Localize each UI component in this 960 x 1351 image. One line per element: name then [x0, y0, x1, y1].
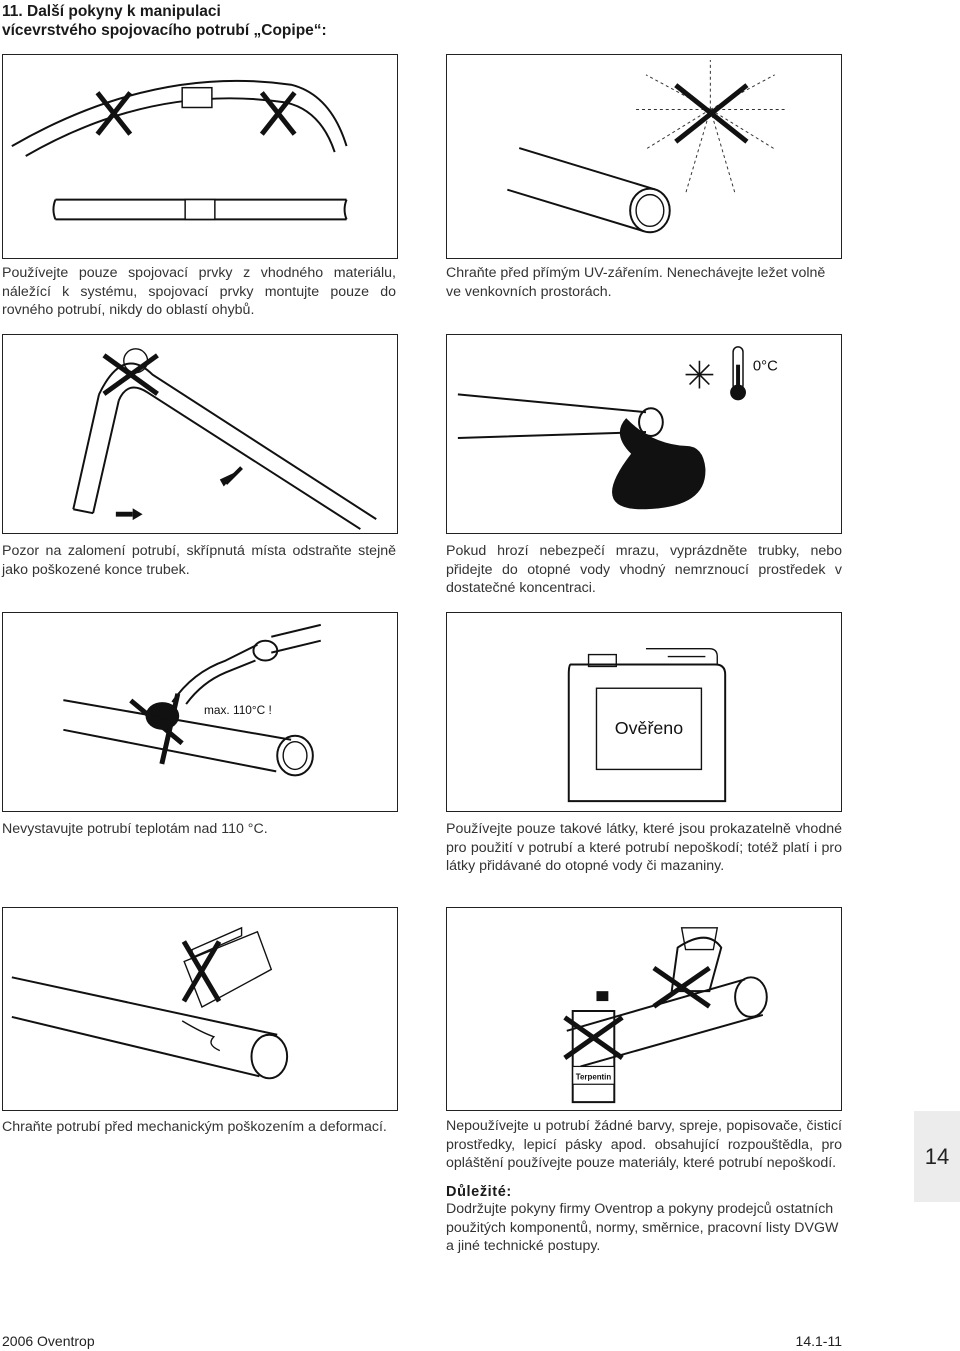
section-heading	[2, 2, 327, 40]
frost-drawing	[447, 335, 841, 533]
can-label: Terpentin	[575, 1072, 612, 1082]
important-text: Dodržujte pokyny firmy Oventrop a pokyny prodejců ostatních použitých komponentů, normy, směrnice, pracovní listy DVGW a jiné technické postupy.	[446, 1201, 839, 1254]
frost-caption: Pokud hrozí nebezpečí mrazu, vyprázdněte trubky, nebo přidejte do otopné vody vhodný nemrznoucí prostředek v dostatečné koncentraci.	[446, 543, 842, 596]
canister-label: Ověřeno	[614, 717, 684, 738]
chemicals-illustration	[446, 907, 842, 1111]
canister-caption: Používejte pouze takové látky, které jsou prokazatelně vhodné pro použití v potrubí a které potrubí nepoškodí; totéž platí i pro látky přidávané do otopné vody či mazaniny.	[446, 821, 842, 874]
canister-illustration	[446, 612, 842, 812]
mechanical-drawing	[3, 908, 397, 1110]
mechanical-illustration	[2, 907, 398, 1111]
thermometer-label: 0°C	[752, 358, 778, 375]
kink-caption: Pozor na zalomení potrubí, skřípnutá místa odstraňte stejně jako poškozené konce trubek.	[2, 543, 396, 578]
footer-right: 14.1-11	[795, 1333, 842, 1349]
canister-drawing	[447, 613, 841, 811]
heat-drawing	[3, 613, 397, 811]
uv-caption: Chraňte před přímým UV-zářením. Nenechávejte ležet volně ve venkovních prostorách.	[446, 265, 826, 300]
important-title: Důležité:	[446, 1184, 512, 1200]
uv-illustration	[446, 54, 842, 259]
mechanical-caption: Chraňte potrubí před mechanickým poškozením a deformací.	[2, 1119, 387, 1135]
kink-illustration	[2, 334, 398, 534]
fittings-caption: Používejte pouze spojovací prvky z vhodného materiálu, náležící k systému, spojovací prvky montujte pouze do rovného potrubí, nikdy do oblastí ohybů.	[2, 265, 396, 318]
chemicals-drawing	[447, 908, 841, 1110]
snowflake-icon	[686, 361, 714, 389]
uv-drawing	[447, 55, 841, 258]
heading-line-1: 11. Další pokyny k manipulaci	[2, 3, 221, 20]
footer-left: 2006 Oventrop	[2, 1333, 95, 1349]
chemicals-caption: Nepoužívejte u potrubí žádné barvy, spreje, popisovače, čisticí prostředky, lepicí pásky apod. obsahující rozpouštědla, pro opláštění používejte pouze materiály, které potrubí nepoškodí.	[446, 1118, 842, 1171]
fittings-illustration	[2, 54, 398, 259]
torch-label: max. 110°C !	[203, 702, 272, 717]
frost-illustration	[446, 334, 842, 534]
fittings-drawing	[3, 55, 397, 258]
heat-illustration	[2, 612, 398, 812]
heat-caption: Nevystavujte potrubí teplotám nad 110 °C.	[2, 821, 268, 837]
chapter-tab: 14	[914, 1111, 960, 1202]
heading-line-2: vícevrstvého spojovacího potrubí „Copipe“:	[2, 22, 327, 39]
kink-drawing	[3, 335, 397, 533]
thermometer-icon	[730, 347, 746, 400]
